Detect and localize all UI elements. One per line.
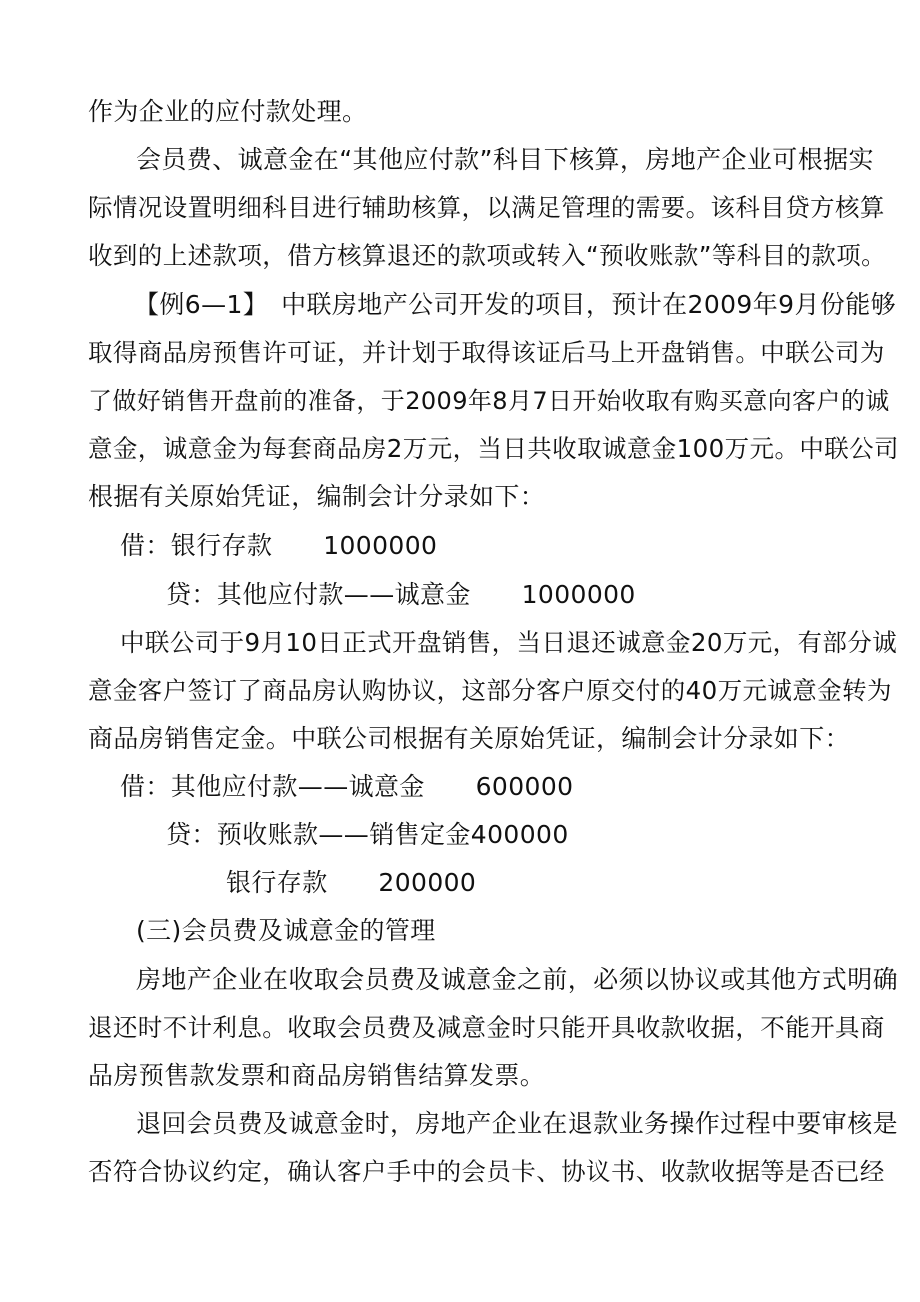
journal-credit-2: 贷：预收账款——销售定金400000: [166, 820, 569, 849]
text-line-21: 品房预售款发票和商品房销售结算发票。: [88, 1061, 546, 1090]
text-line-6: 取得商品房预售许可证，并计划于取得该证后马上开盘销售。中联公司为: [88, 338, 885, 367]
journal-credit-3: 银行存款 200000: [226, 868, 477, 897]
text-line-7: 了做好销售开盘前的准备，于2009年8月7日开始收取有购买意向客户的诚: [88, 387, 890, 415]
text-line-3: 际情况设置明细科目进行辅助核算，以满足管理的需要。该科目贷方核算: [88, 193, 885, 222]
text-line-22: 退回会员费及诚意金时，房地产企业在退款业务操作过程中要审核是: [136, 1109, 899, 1138]
text-line-9: 根据有关原始凭证，编制会计分录如下：: [88, 482, 546, 511]
section-heading: (三)会员费及诚意金的管理: [136, 916, 436, 945]
text-line-23: 否符合协议约定，确认客户手中的会员卡、协议书、收款收据等是否已经: [88, 1157, 885, 1186]
journal-credit-1: 贷：其他应付款——诚意金 1000000: [166, 580, 636, 609]
text-line-8: 意金，诚意金为每套商品房2万元，当日共收取诚意金100万元。中联公司: [88, 434, 899, 463]
text-line-13: 意金客户签订了商品房认购协议，这部分客户原交付的40万元诚意金转为: [88, 676, 892, 705]
text-line-2: 会员费、诚意金在“其他应付款”科目下核算，房地产企业可根据实: [136, 145, 874, 174]
text-line-5: 【例6—1】 中联房地产公司开发的项目，预计在2009年9月份能够: [134, 290, 897, 319]
text-line-4: 收到的上述款项，借方核算退还的款项或转入“预收账款”等科目的款项。: [88, 241, 887, 270]
text-line-14: 商品房销售定金。中联公司根据有关原始凭证，编制会计分录如下：: [88, 724, 851, 753]
text-line-20: 退还时不计利息。收取会员费及减意金时只能开具收款收据，不能开具商: [88, 1013, 885, 1042]
journal-debit-1: 借：银行存款 1000000: [120, 531, 438, 560]
journal-debit-2: 借：其他应付款——诚意金 600000: [120, 772, 574, 801]
text-line-12: 中联公司于9月10日正式开盘销售，当日退还诚意金20万元，有部分诚: [120, 628, 898, 657]
text-line-1: 作为企业的应付款处理。: [88, 97, 368, 126]
text-line-19: 房地产企业在收取会员费及诚意金之前，必须以协议或其他方式明确: [136, 965, 899, 994]
